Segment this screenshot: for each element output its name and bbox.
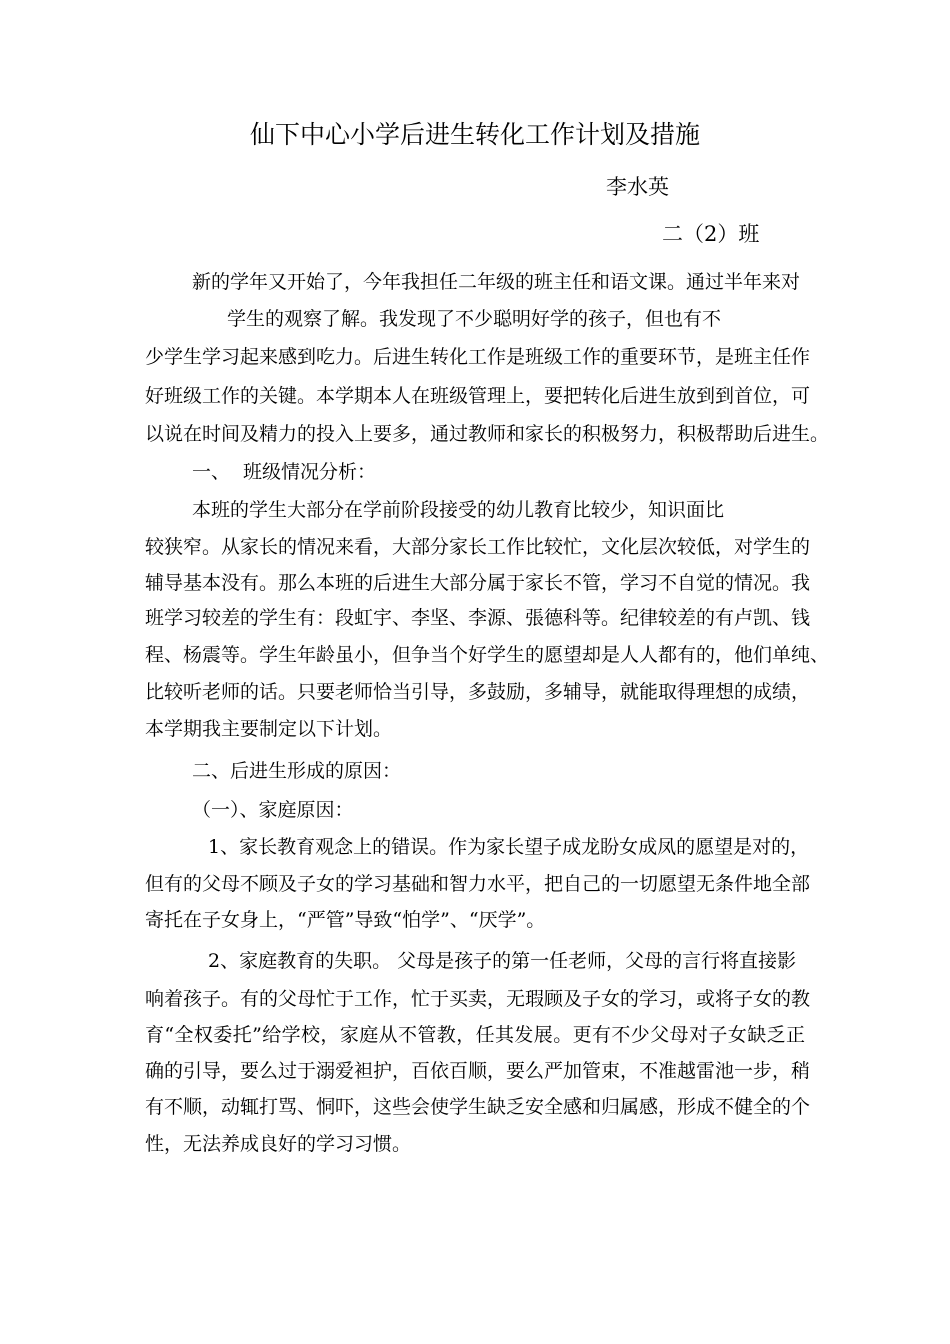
item-2-line-5: 有不顺，动辄打骂、恫吓，这些会使学生缺乏安全感和归属感，形成不健全的个 — [145, 1096, 811, 1118]
item-1-line-3: 寄托在子女身上，“严管”导致“怕学”、“厌学”。 — [145, 909, 546, 931]
item-2-line-4: 确的引导，要么过于溺爱袒护，百依百顺，要么严加管束，不准越雷池一步，稍 — [145, 1060, 811, 1082]
intro-line-3: 少学生学习起来感到吃力。后进生转化工作是班级工作的重要环节，是班主任作 — [145, 346, 811, 368]
item-2-line-6: 性，无法养成良好的学习习惯。 — [145, 1133, 412, 1155]
section-1-line-5: 程、杨震等。学生年龄虽小，但争当个好学生的愿望却是人人都有的，他们单纯、 — [145, 644, 830, 666]
document-title: 仙下中心小学后进生转化工作计划及措施 — [249, 120, 700, 149]
item-2-line-3: 育“全权委托”给学校，家庭从不管教，任其发展。更有不少父母对子女缺乏正 — [145, 1024, 805, 1046]
intro-line-2: 学生的观察了解。我发现了不少聪明好学的孩子，但也有不 — [227, 308, 722, 330]
section-2-subheading: （一）、家庭原因： — [192, 799, 354, 821]
section-1-line-7: 本学期我主要制定以下计划。 — [145, 718, 393, 740]
intro-line-4: 好班级工作的关键。本学期本人在班级管理上，要把转化后进生放到到首位，可 — [145, 385, 811, 407]
section-1-line-1: 本班的学生大部分在学前阶段接受的幼儿教育比较少，知识面比 — [192, 499, 725, 521]
intro-line-1: 新的学年又开始了，今年我担任二年级的班主任和语文课。通过半年来对 — [192, 271, 801, 293]
class-name: 二（2）班 — [662, 222, 760, 246]
item-1-line-2: 但有的父母不顾及子女的学习基础和智力水平，把自己的一切愿望无条件地全部 — [145, 873, 811, 895]
intro-line-5: 以说在时间及精力的投入上要多，通过教师和家长的积极努力，积极帮助后进生。 — [145, 423, 830, 445]
section-1-heading: 班级情况分析： — [243, 461, 377, 483]
item-2-line-2: 响着孩子。有的父母忙于工作，忙于买卖，无瑕顾及子女的学习，或将子女的教 — [145, 988, 811, 1010]
section-1-line-3: 辅导基本没有。那么本班的后进生大部分属于家长不管，学习不自觉的情况。我 — [145, 572, 811, 594]
section-1-number: 一、 — [192, 461, 231, 483]
author-name: 李水英 — [606, 175, 669, 199]
section-2-heading: 二、后进生形成的原因： — [192, 760, 402, 782]
item-2-line-1: 2、家庭教育的失职。 父母是孩子的第一任老师，父母的言行将直接影 — [208, 950, 797, 972]
section-1-line-6: 比较听老师的话。只要老师恰当引导，多鼓励，多辅导，就能取得理想的成绩， — [145, 681, 811, 703]
item-1-line-1: 1、家长教育观念上的错误。作为家长望子成龙盼女成凤的愿望是对的， — [208, 836, 810, 858]
section-1-line-4: 班学习较差的学生有：段虹宇、李坚、李源、張德科等。纪律较差的有卢凯、钱 — [145, 607, 811, 629]
section-1-line-2: 较狭窄。从家长的情况来看，大部分家长工作比较忙，文化层次较低，对学生的 — [145, 536, 811, 558]
